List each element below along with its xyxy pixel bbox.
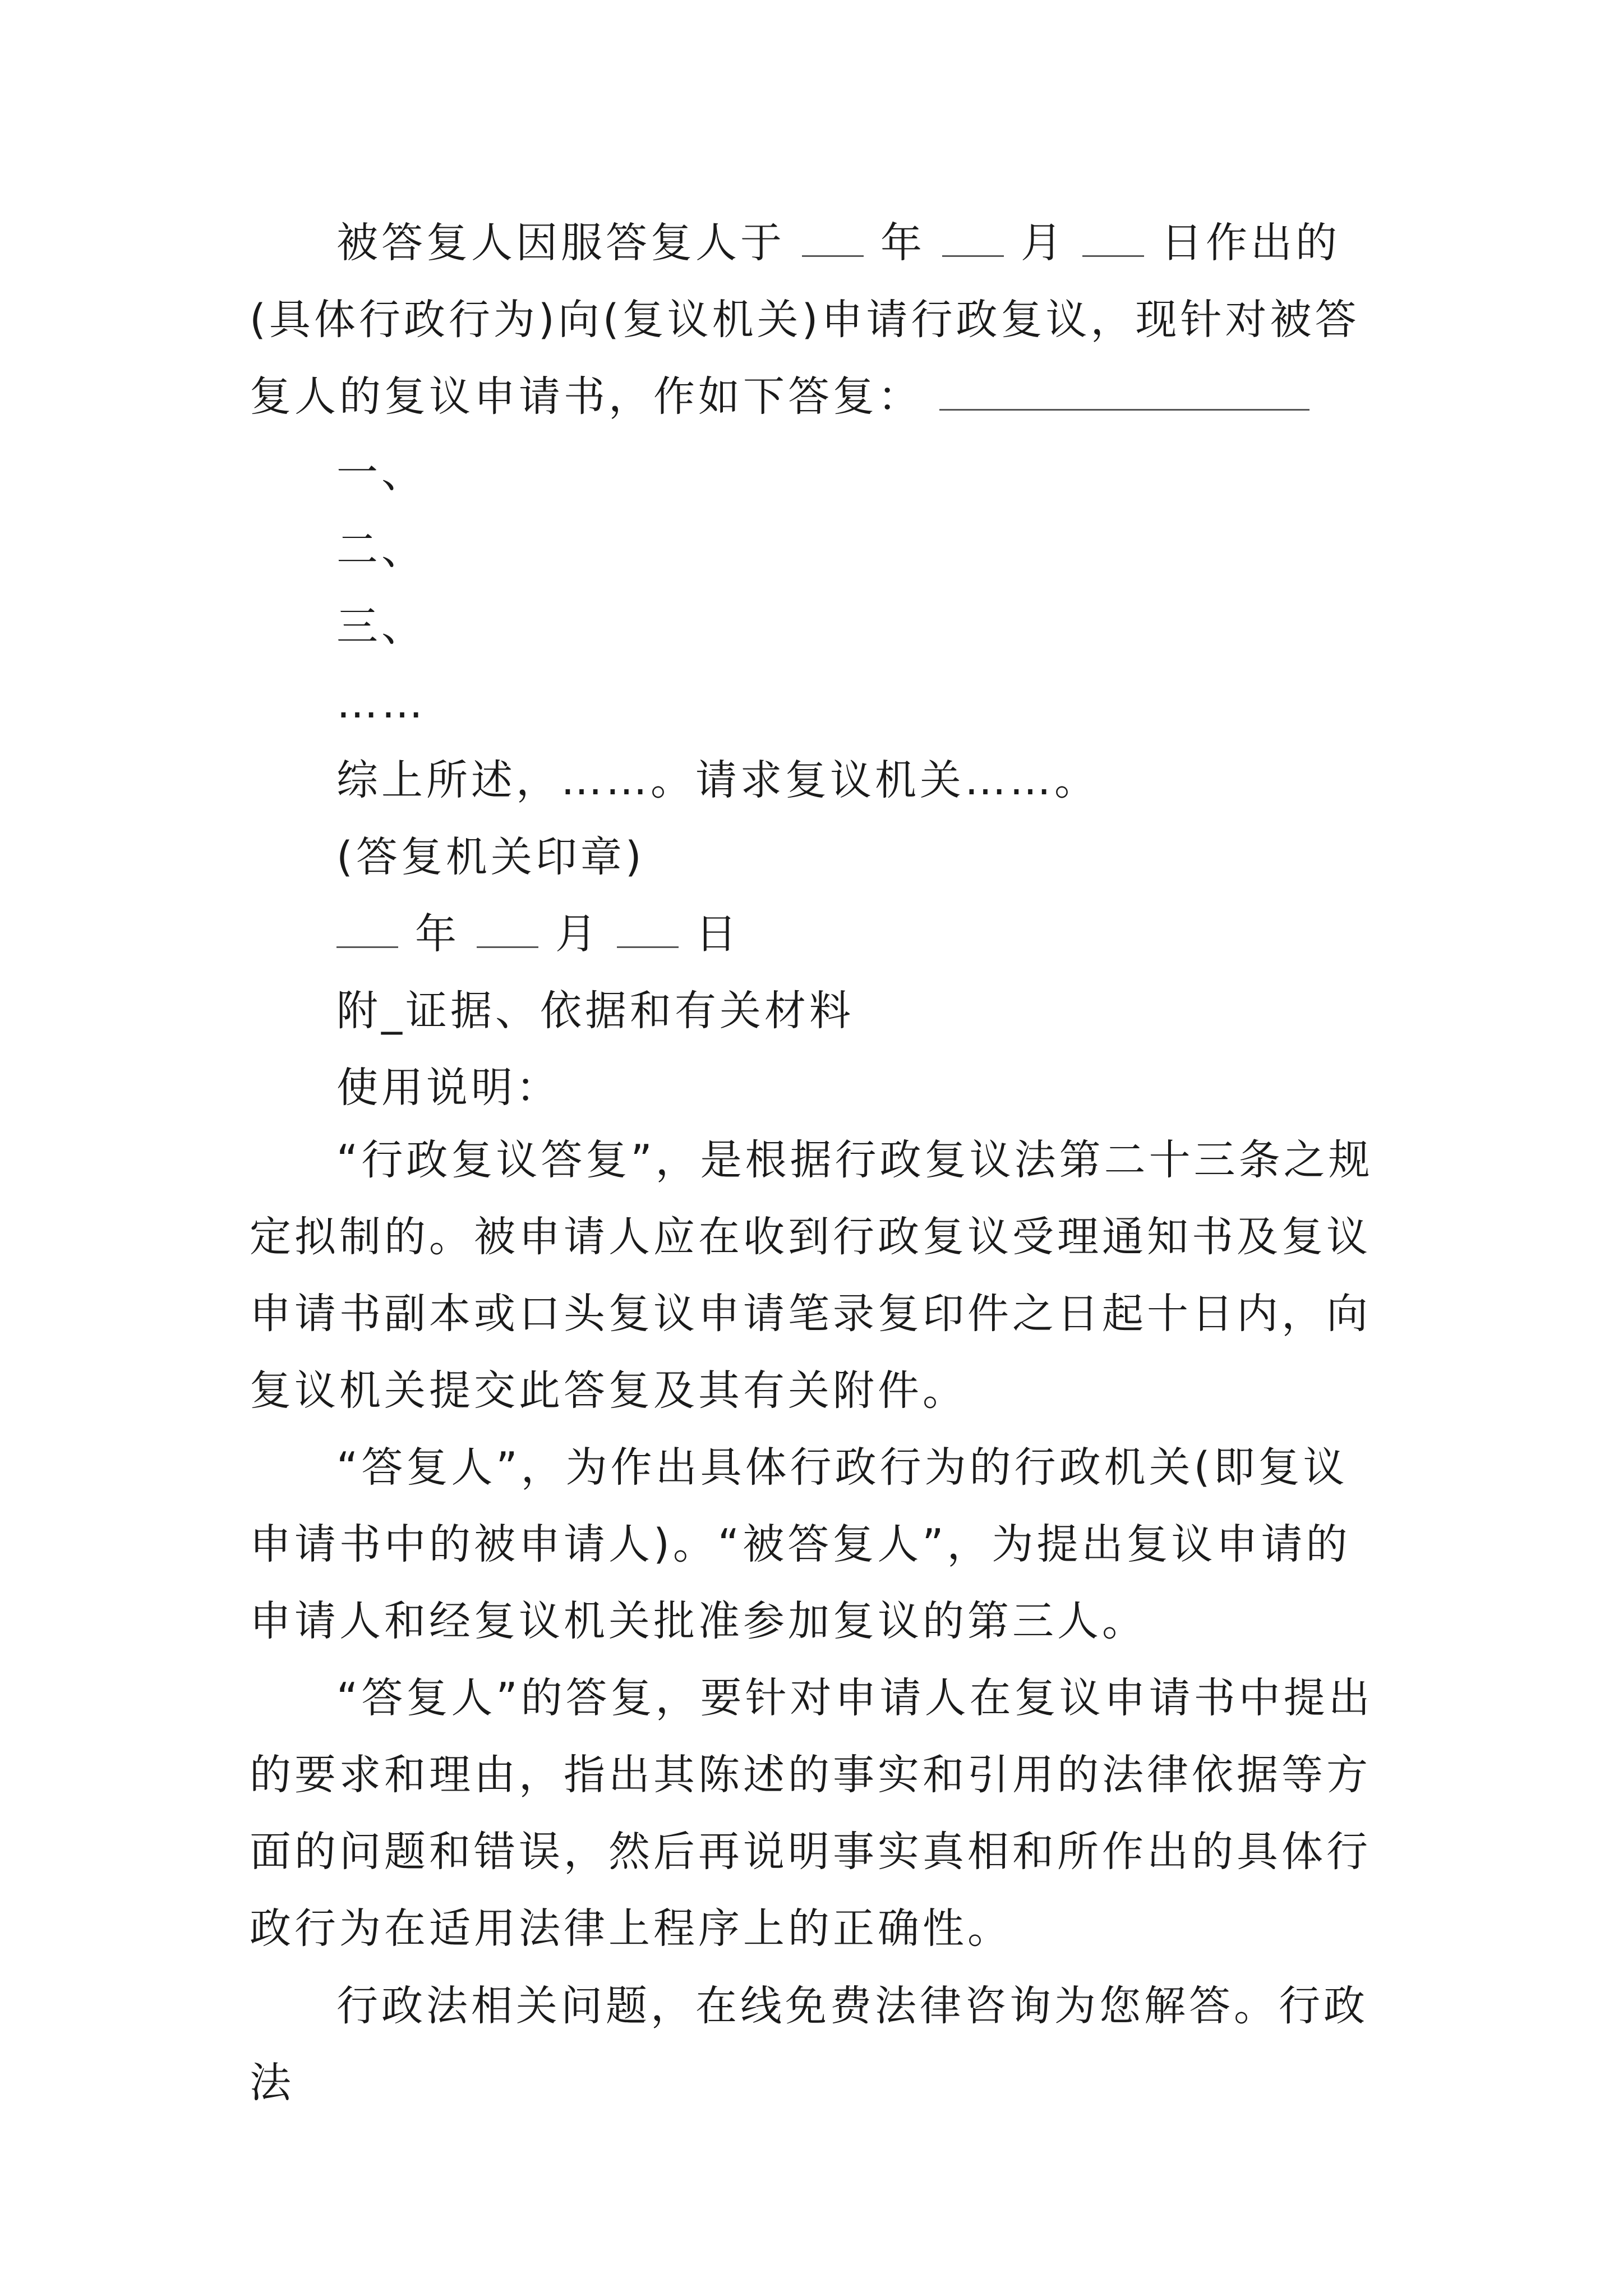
date-month-blank xyxy=(477,912,538,948)
item-two: 二、 xyxy=(336,526,426,574)
intro-text-part1: 被答复人因服答复人于 xyxy=(336,219,785,267)
reply-blank-line xyxy=(939,374,1310,411)
intro-text-part2: 日作出的(具体行政行为)向(复议机关)申请行政复议，现针对被答复人的复议申请书，作如下答复： xyxy=(250,219,1360,421)
date-month-label: 月 xyxy=(555,910,600,958)
date-day-label: 日 xyxy=(695,910,740,958)
usage-heading: 使用说明： xyxy=(336,1064,561,1112)
usage-paragraph-3: “答复人”的答复，要针对申请人在复议申请书中提出的要求和理由，指出其陈述的事实和引用的法律依据等方面的问题和错误，然后再说明事实真相和所作出的具体行政行为在适用法律上程序上的正确性。 xyxy=(250,1674,1373,1953)
item-ellipsis: …… xyxy=(336,679,426,728)
intro-month-label: 月 xyxy=(1021,219,1066,267)
date-day-blank xyxy=(617,912,679,948)
date-year-label: 年 xyxy=(415,910,460,958)
consult-paragraph: 行政法相关问题，在线免费法律咨询为您解答。行政法 xyxy=(250,1982,1368,2107)
item-one: 一、 xyxy=(336,449,426,497)
date-line xyxy=(336,896,740,973)
attachment-line: 附_证据、依据和有关材料 xyxy=(336,987,854,1035)
year-blank xyxy=(802,220,864,257)
date-year-blank xyxy=(336,912,398,948)
summary-line: 综上所述，……。请求复议机关……。 xyxy=(336,756,1099,804)
day-blank xyxy=(1082,220,1144,257)
intro-year-label: 年 xyxy=(880,219,925,267)
usage-paragraph-2: “答复人”，为作出具体行政行为的行政机关(即复议申请书中的被申请人)。“被答复人”，为提出复议申请的申请人和经复议机关批准参加复议的第三人。 xyxy=(250,1443,1351,1645)
item-three: 三、 xyxy=(336,602,426,651)
reply-intro-paragraph xyxy=(250,205,1377,435)
usage-paragraph-1: “行政复议答复”，是根据行政复议法第二十三条之规定拟制的。被申请人应在收到行政复议受理通知书及复议申请书副本或口头复议申请笔录复印件之日起十日内，向复议机关提交此答复及其有关附件。 xyxy=(250,1136,1373,1415)
seal-line: (答复机关印章) xyxy=(336,833,645,881)
month-blank xyxy=(942,220,1004,257)
